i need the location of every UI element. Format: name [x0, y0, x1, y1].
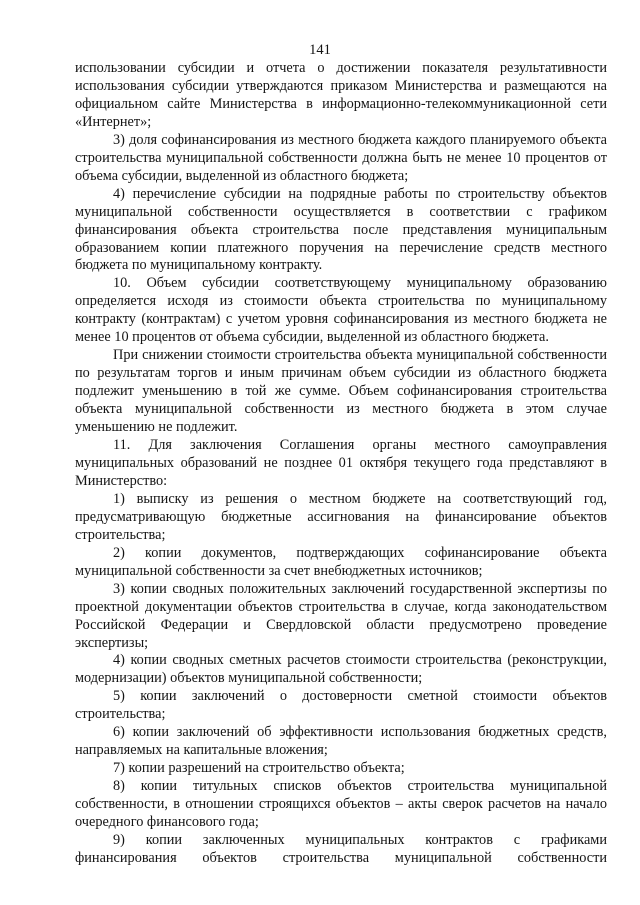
paragraph: При снижении стоимости строительства объекта муниципальной собственности по результатам торгов и иным причинам объем субсидии из областного бюджета подлежит уменьшению в той же сумме. Объем софинансирования строительства объекта муниципальной собственности из местного бюджета в этом случае уменьшению не подлежит.: [75, 347, 607, 436]
paragraph: использовании субсидии и отчета о достижении показателя результативности использования субсидии утверждаются приказом Министерства и размещаются на официальном сайте Министерства в информационно-телекоммуникационной сети «Интернет»;: [75, 60, 607, 130]
paragraph: 11. Для заключения Соглашения органы местного самоуправления муниципальных образований не позднее 01 октября текущего года представляют в Министерство:: [75, 437, 607, 489]
paragraph: 8) копии титульных списков объектов строительства муниципальной собственности, в отношении строящихся объектов – акты сверок расчетов на начало очередного финансового года;: [75, 778, 607, 831]
paragraph: 3) копии сводных положительных заключений государственной экспертизы по проектной документации объектов строительства в случае, когда законодательством Российской Федерации и Свердловской области предусмотрено проведение экспертизы;: [75, 580, 607, 651]
paragraph: 9) копии заключенных муниципальных контрактов с графиками финансирования объектов строительства муниципальной собственности: [75, 831, 607, 866]
paragraph: 10. Объем субсидии соответствующему муниципальному образованию определяется исходя из стоимости объекта строительства по муниципальному контракту (контрактам) с учетом уровня софинансирования из местного бюджета не менее 10 процентов от объема субсидии, выделенной из областного бюджета.: [75, 275, 607, 346]
paragraph: 2) копии документов, подтверждающих софинансирование объекта муниципальной собственности за счет внебюджетных источников;: [75, 544, 607, 579]
paragraph: 3) доля софинансирования из местного бюджета каждого планируемого объекта строительства муниципальной собственности должна быть не менее 10 процентов от объема субсидии, выделенной из областного бюджета;: [75, 131, 607, 184]
paragraph: 1) выписку из решения о местном бюджете на соответствующий год, предусматривающую бюджетные ассигнования на финансирование объектов строительства;: [75, 490, 607, 543]
paragraph: 6) копии заключений об эффективности использования бюджетных средств, направляемых на капитальные вложения;: [75, 724, 607, 759]
paragraph: 4) перечисление субсидии на подрядные работы по строительству объектов муниципальной собственности осуществляется в соответствии с графиком финансирования объекта строительства после представления муниципальным образованием копии платежного поручения на перечисление средств местного бюджета по муниципальному контракту.: [75, 185, 607, 274]
paragraph: 5) копии заключений о достоверности сметной стоимости объектов строительства;: [75, 688, 607, 723]
paragraph: 4) копии сводных сметных расчетов стоимости строительства (реконструкции, модернизации) объектов муниципальной собственности;: [75, 652, 607, 687]
page-number: 141: [309, 42, 331, 58]
document-body: [75, 60, 607, 868]
paragraph: 7) копии разрешений на строительство объекта;: [113, 760, 405, 777]
